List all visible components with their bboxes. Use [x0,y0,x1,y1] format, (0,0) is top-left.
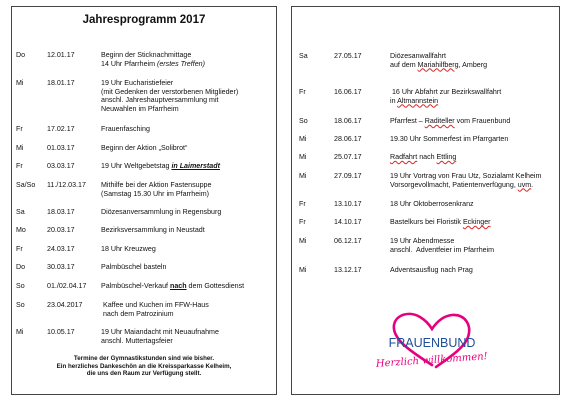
event-description [390,266,555,275]
event-description-line [101,88,272,97]
text-segment: 19 Uhr Maiandacht mit Neuaufnahme [101,328,219,336]
event-description-line [101,79,272,88]
event-date: 27.05.17 [334,52,362,60]
event-description [390,135,555,144]
logo-slogan: Herzlich willkommen! [375,351,489,370]
footer-note [16,355,272,378]
text-segment: Altmannstein [397,96,439,105]
event-description-line [390,52,555,61]
event-description-line [101,310,272,319]
event-description-line [390,88,555,97]
text-segment: Ettling [436,153,457,161]
text-segment: Frauenfasching [101,125,150,133]
event-description-line [101,60,272,69]
event-description-line [390,200,555,209]
text-segment: Kaffee und Kuchen im FFW-Haus [101,301,209,309]
event-description-line [390,237,555,246]
event-description-line [101,208,272,217]
event-date: 06.12.17 [334,237,362,245]
event-description [101,125,272,134]
text-segment: (erstes Treffen) [156,59,205,68]
event-date: 01.03.17 [47,144,75,152]
text-segment: Neuwahlen im Pfarrheim [101,104,179,113]
text-segment: Raditeller [424,117,455,125]
text-segment: 18 Uhr Oktoberrosenkranz [390,200,474,208]
event-date: 27.09.17 [334,172,362,180]
text-segment: Vorsorgevollmacht, Patientenverfügung, [390,180,518,189]
event-description-line [390,218,555,227]
event-description-line [390,135,555,144]
event-description [101,245,272,254]
event-description-line [390,246,555,255]
text-segment: uvm [517,180,532,189]
event-description [390,153,555,162]
event-description-line [101,301,272,310]
event-weekday: Fr [16,125,23,133]
text-segment: nach [170,282,187,290]
event-description-line [101,337,272,346]
event-weekday: Mo [16,226,26,234]
event-date: 24.03.17 [47,245,75,253]
footer-line: Termine der Gymnastikstunden sind wie bisher. [73,355,215,362]
event-date: 30.03.17 [47,263,75,271]
event-description [101,301,272,318]
event-weekday: Fr [16,162,23,170]
footer-line: Ein herzliches Dankeschön an die Kreissparkasse Kelheim, [56,362,232,370]
text-segment: anschl. Adventfeier im Pfarrheim [390,245,495,254]
event-weekday: Mi [16,144,24,152]
event-date: 13.12.17 [334,266,362,274]
event-date: 01./02.04.17 [47,282,87,290]
text-segment: Pfarrfest – [390,117,425,125]
event-description [101,144,272,153]
event-date: 17.02.17 [47,125,75,133]
text-segment: Diözesanversammlung in Regensburg [101,208,222,216]
event-description [390,117,555,126]
event-date: 03.03.17 [47,162,75,170]
event-description-line [390,181,555,190]
text-segment: 16 Uhr Abfahrt zur Bezirkswallfahrt [390,88,502,96]
event-weekday: Mi [16,328,24,336]
logo-name: FRAUENBUND [388,336,476,350]
text-segment: 19 Uhr Vortrag von Frau Utz, Sozialamt Kelheim [390,172,542,180]
event-weekday: Do [16,51,26,59]
text-segment: nach [417,153,437,161]
event-description-line [390,172,555,181]
event-date: 23.04.2017 [47,301,83,309]
event-date: 13.10.17 [334,200,362,208]
event-description-line [390,97,555,106]
event-weekday: Fr [299,88,306,96]
text-segment: in Laimerstadt [171,162,220,170]
event-description-line [101,190,272,199]
event-description [101,208,272,217]
event-description-line [101,263,272,272]
event-date: 18.06.17 [334,117,362,125]
event-date: 12.01.17 [47,51,75,59]
event-description [390,237,555,254]
text-segment: , Amberg [458,60,488,69]
event-date: 18.01.17 [47,79,75,87]
event-weekday: Fr [16,245,23,253]
event-description [101,162,272,171]
event-weekday: Mi [299,266,307,274]
event-weekday: Mi [299,237,307,245]
text-segment: anschl. Muttertagsfeier [101,336,173,345]
event-weekday: Mi [299,153,307,161]
event-description-line [101,51,272,60]
text-segment: in [390,96,398,105]
right-page [291,6,560,395]
event-description-line [101,245,272,254]
page-title: Jahresprogramm 2017 [82,14,206,26]
event-weekday: So [16,282,25,290]
text-segment: Mithilfe bei der Aktion Fastensuppe [101,181,212,189]
event-weekday: So [299,117,308,125]
event-description [101,51,272,68]
event-description [390,200,555,209]
text-segment: Bezirksversammlung in Neustadt [101,226,205,234]
text-segment: . [531,180,534,189]
text-segment: Palmbüschel-Verkauf [101,282,171,290]
event-description-line [101,144,272,153]
event-description-line [101,181,272,190]
event-description-line [390,61,555,70]
event-description-line [101,328,272,337]
event-description-line [101,105,272,114]
text-segment: anschl. Jahreshauptversammlung mit [101,96,219,105]
event-weekday: Mi [299,135,307,143]
text-segment: (mit Gedenken der verstorbenen Mitglieder) [101,87,239,96]
event-description-line [101,282,272,291]
text-segment: Beginn der Sticknachmittage [101,51,192,59]
event-date: 28.06.17 [334,135,362,143]
event-description [101,181,272,198]
event-description-line [101,162,272,171]
text-segment: Diözesanwallfahrt [390,52,446,60]
text-segment: Radfahrt [390,153,418,161]
event-description-line [101,125,272,134]
event-date: 16.06.17 [334,88,362,96]
text-segment: 19 Uhr Abendmesse [390,237,455,245]
text-segment: vom Frauenbund [454,117,511,125]
text-segment: 19 Uhr Eucharistiefeier [101,79,174,87]
event-description-line [390,266,555,275]
text-segment: dem Gottesdienst [186,282,245,290]
event-date: 14.10.17 [334,218,362,226]
frauenbund-logo [370,307,494,375]
event-weekday: Fr [299,218,306,226]
event-weekday: Fr [299,200,306,208]
text-segment: 14 Uhr Pfarrheim [101,59,157,68]
event-description-line [390,153,555,162]
text-segment: 19 Uhr Weltgebetstag [101,162,172,170]
text-segment: (Samstag 15.30 Uhr im Pfarrheim) [101,189,210,198]
event-date: 25.07.17 [334,153,362,161]
text-segment: Beginn der Aktion „Solibrot“ [101,144,188,152]
event-description [101,328,272,345]
event-description-line [390,117,555,126]
footer-line: die uns den Raum zur Verfügung stellt. [86,370,202,378]
text-segment: Bastelkurs bei Floristik [390,218,463,226]
text-segment: Adventsausflug nach Prag [390,266,473,274]
event-weekday: Sa [16,208,25,216]
event-description [390,88,555,105]
event-date: 18.03.17 [47,208,75,216]
text-segment: Eckinger [462,218,491,226]
event-description [101,282,272,291]
left-page [11,6,277,395]
event-description [101,79,272,113]
event-weekday: Mi [299,172,307,180]
event-description [390,52,555,69]
event-date: 20.03.17 [47,226,75,234]
event-description [101,263,272,272]
event-weekday: Do [16,263,26,271]
text-segment: auf dem [390,60,418,69]
event-date: 10.05.17 [47,328,75,336]
text-segment: 19.30 Uhr Sommerfest im Pfarrgarten [390,135,509,143]
text-segment: nach dem Patrozinium [101,309,174,318]
event-description [101,226,272,235]
text-segment: Palmbüschel basteln [101,263,167,271]
event-weekday: Mi [16,79,24,87]
event-description [390,218,555,227]
event-date: 11./12.03.17 [47,181,86,189]
event-description-line [101,96,272,105]
event-weekday: So [16,301,25,309]
text-segment: Mariahilfberg [417,60,459,69]
text-segment: 18 Uhr Kreuzweg [101,245,156,253]
event-weekday: Sa/So [16,181,36,189]
event-description [390,172,555,189]
event-description-line [101,226,272,235]
event-weekday: Sa [299,52,308,60]
